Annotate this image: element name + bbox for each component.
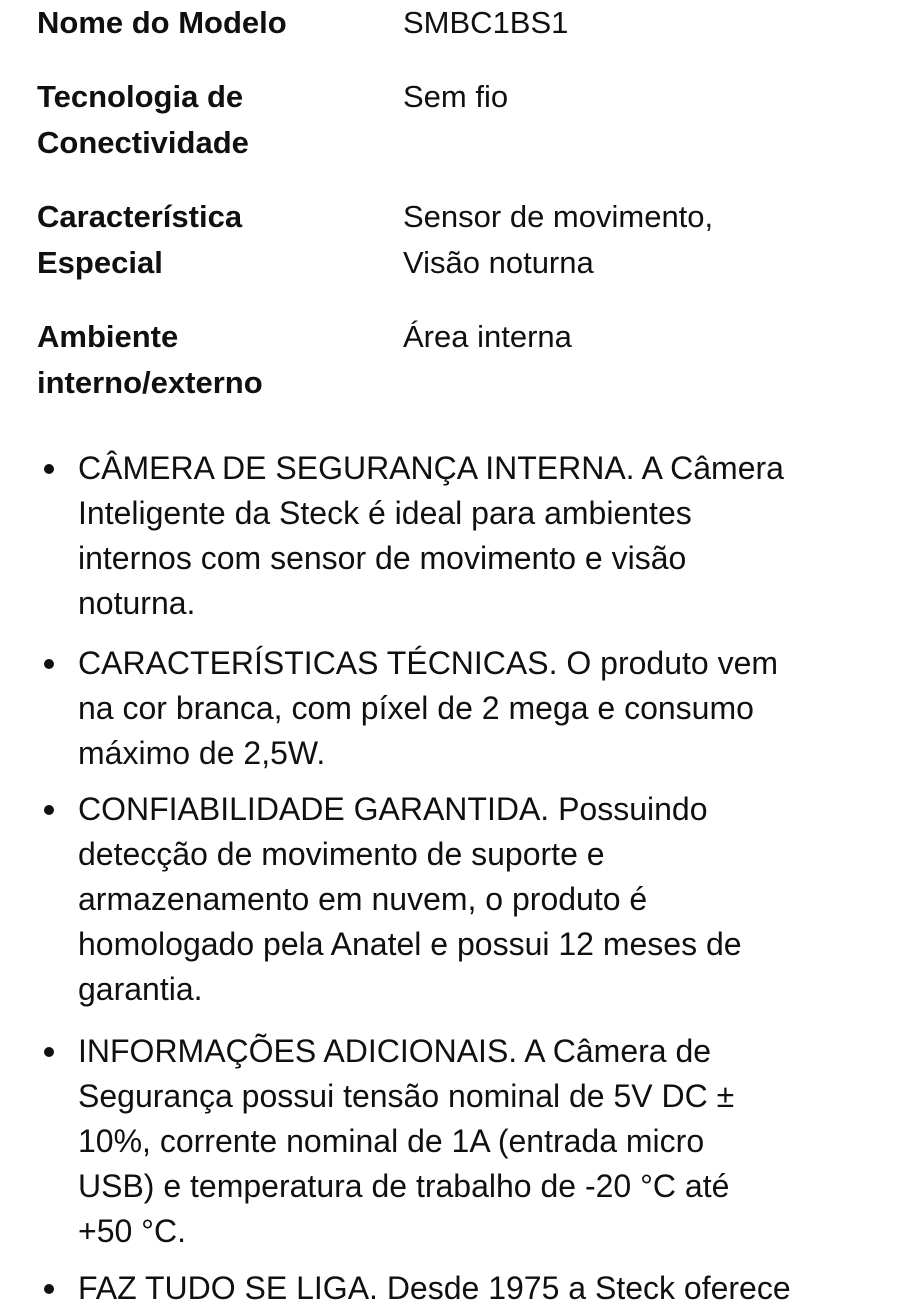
bullet-dot-icon (44, 1047, 54, 1057)
spec-value (403, 194, 883, 286)
bullet-line: Inteligente da Steck é ideal para ambientes (78, 495, 692, 531)
spec-label (37, 0, 367, 46)
bullet-line: CONFIABILIDADE GARANTIDA. Possuindo (78, 791, 708, 827)
bullet-dot-icon (44, 805, 54, 815)
bullet-dot-icon (44, 1284, 54, 1294)
spec-value-line: Área interna (403, 319, 572, 354)
spec-value (403, 314, 883, 360)
bullet-line: garantia. (78, 971, 203, 1007)
bullet-text (78, 1029, 878, 1254)
bullet-line: +50 °C. (78, 1213, 186, 1249)
spec-label-line: Característica (37, 199, 243, 234)
bullet-text (78, 787, 878, 1012)
spec-value (403, 74, 883, 120)
spec-label-line: Ambiente (37, 319, 179, 354)
bullet-line: armazenamento em nuvem, o produto é (78, 881, 648, 917)
bullet-text (78, 1266, 878, 1311)
spec-value-line: Sensor de movimento, (403, 199, 714, 234)
spec-label (37, 314, 367, 406)
bullet-line: máximo de 2,5W. (78, 735, 326, 771)
bullet-line: 10%, corrente nominal de 1A (entrada micro (78, 1123, 705, 1159)
bullet-line: internos com sensor de movimento e visão (78, 540, 687, 576)
bullet-line: detecção de movimento de suporte e (78, 836, 605, 872)
bullet-line: USB) e temperatura de trabalho de -20 °C até (78, 1168, 730, 1204)
bullet-line: noturna. (78, 585, 196, 621)
bullet-line: CARACTERÍSTICAS TÉCNICAS. O produto vem (78, 645, 779, 681)
bullet-line: Segurança possui tensão nominal de 5V DC ± (78, 1078, 735, 1114)
bullet-line: FAZ TUDO SE LIGA. Desde 1975 a Steck oferece (78, 1270, 791, 1306)
spec-label (37, 194, 367, 286)
spec-label-line: Nome do Modelo (37, 5, 287, 40)
spec-value-line: Sem fio (403, 79, 509, 114)
spec-label-line: Especial (37, 245, 163, 280)
bullet-dot-icon (44, 464, 54, 474)
bullet-line: na cor branca, com píxel de 2 mega e consumo (78, 690, 754, 726)
spec-label (37, 74, 367, 166)
spec-label-line: Tecnologia de (37, 79, 244, 114)
spec-value-line: SMBC1BS1 (403, 5, 569, 40)
spec-value-line: Visão noturna (403, 245, 594, 280)
bullet-line: CÂMERA DE SEGURANÇA INTERNA. A Câmera (78, 450, 784, 486)
bullet-line: homologado pela Anatel e possui 12 meses de (78, 926, 742, 962)
bullet-dot-icon (44, 659, 54, 669)
bullet-line: INFORMAÇÕES ADICIONAIS. A Câmera de (78, 1033, 712, 1069)
bullet-text (78, 446, 878, 626)
bullet-text (78, 641, 878, 776)
spec-value (403, 0, 883, 46)
spec-label-line: Conectividade (37, 125, 249, 160)
spec-label-line: interno/externo (37, 365, 263, 400)
